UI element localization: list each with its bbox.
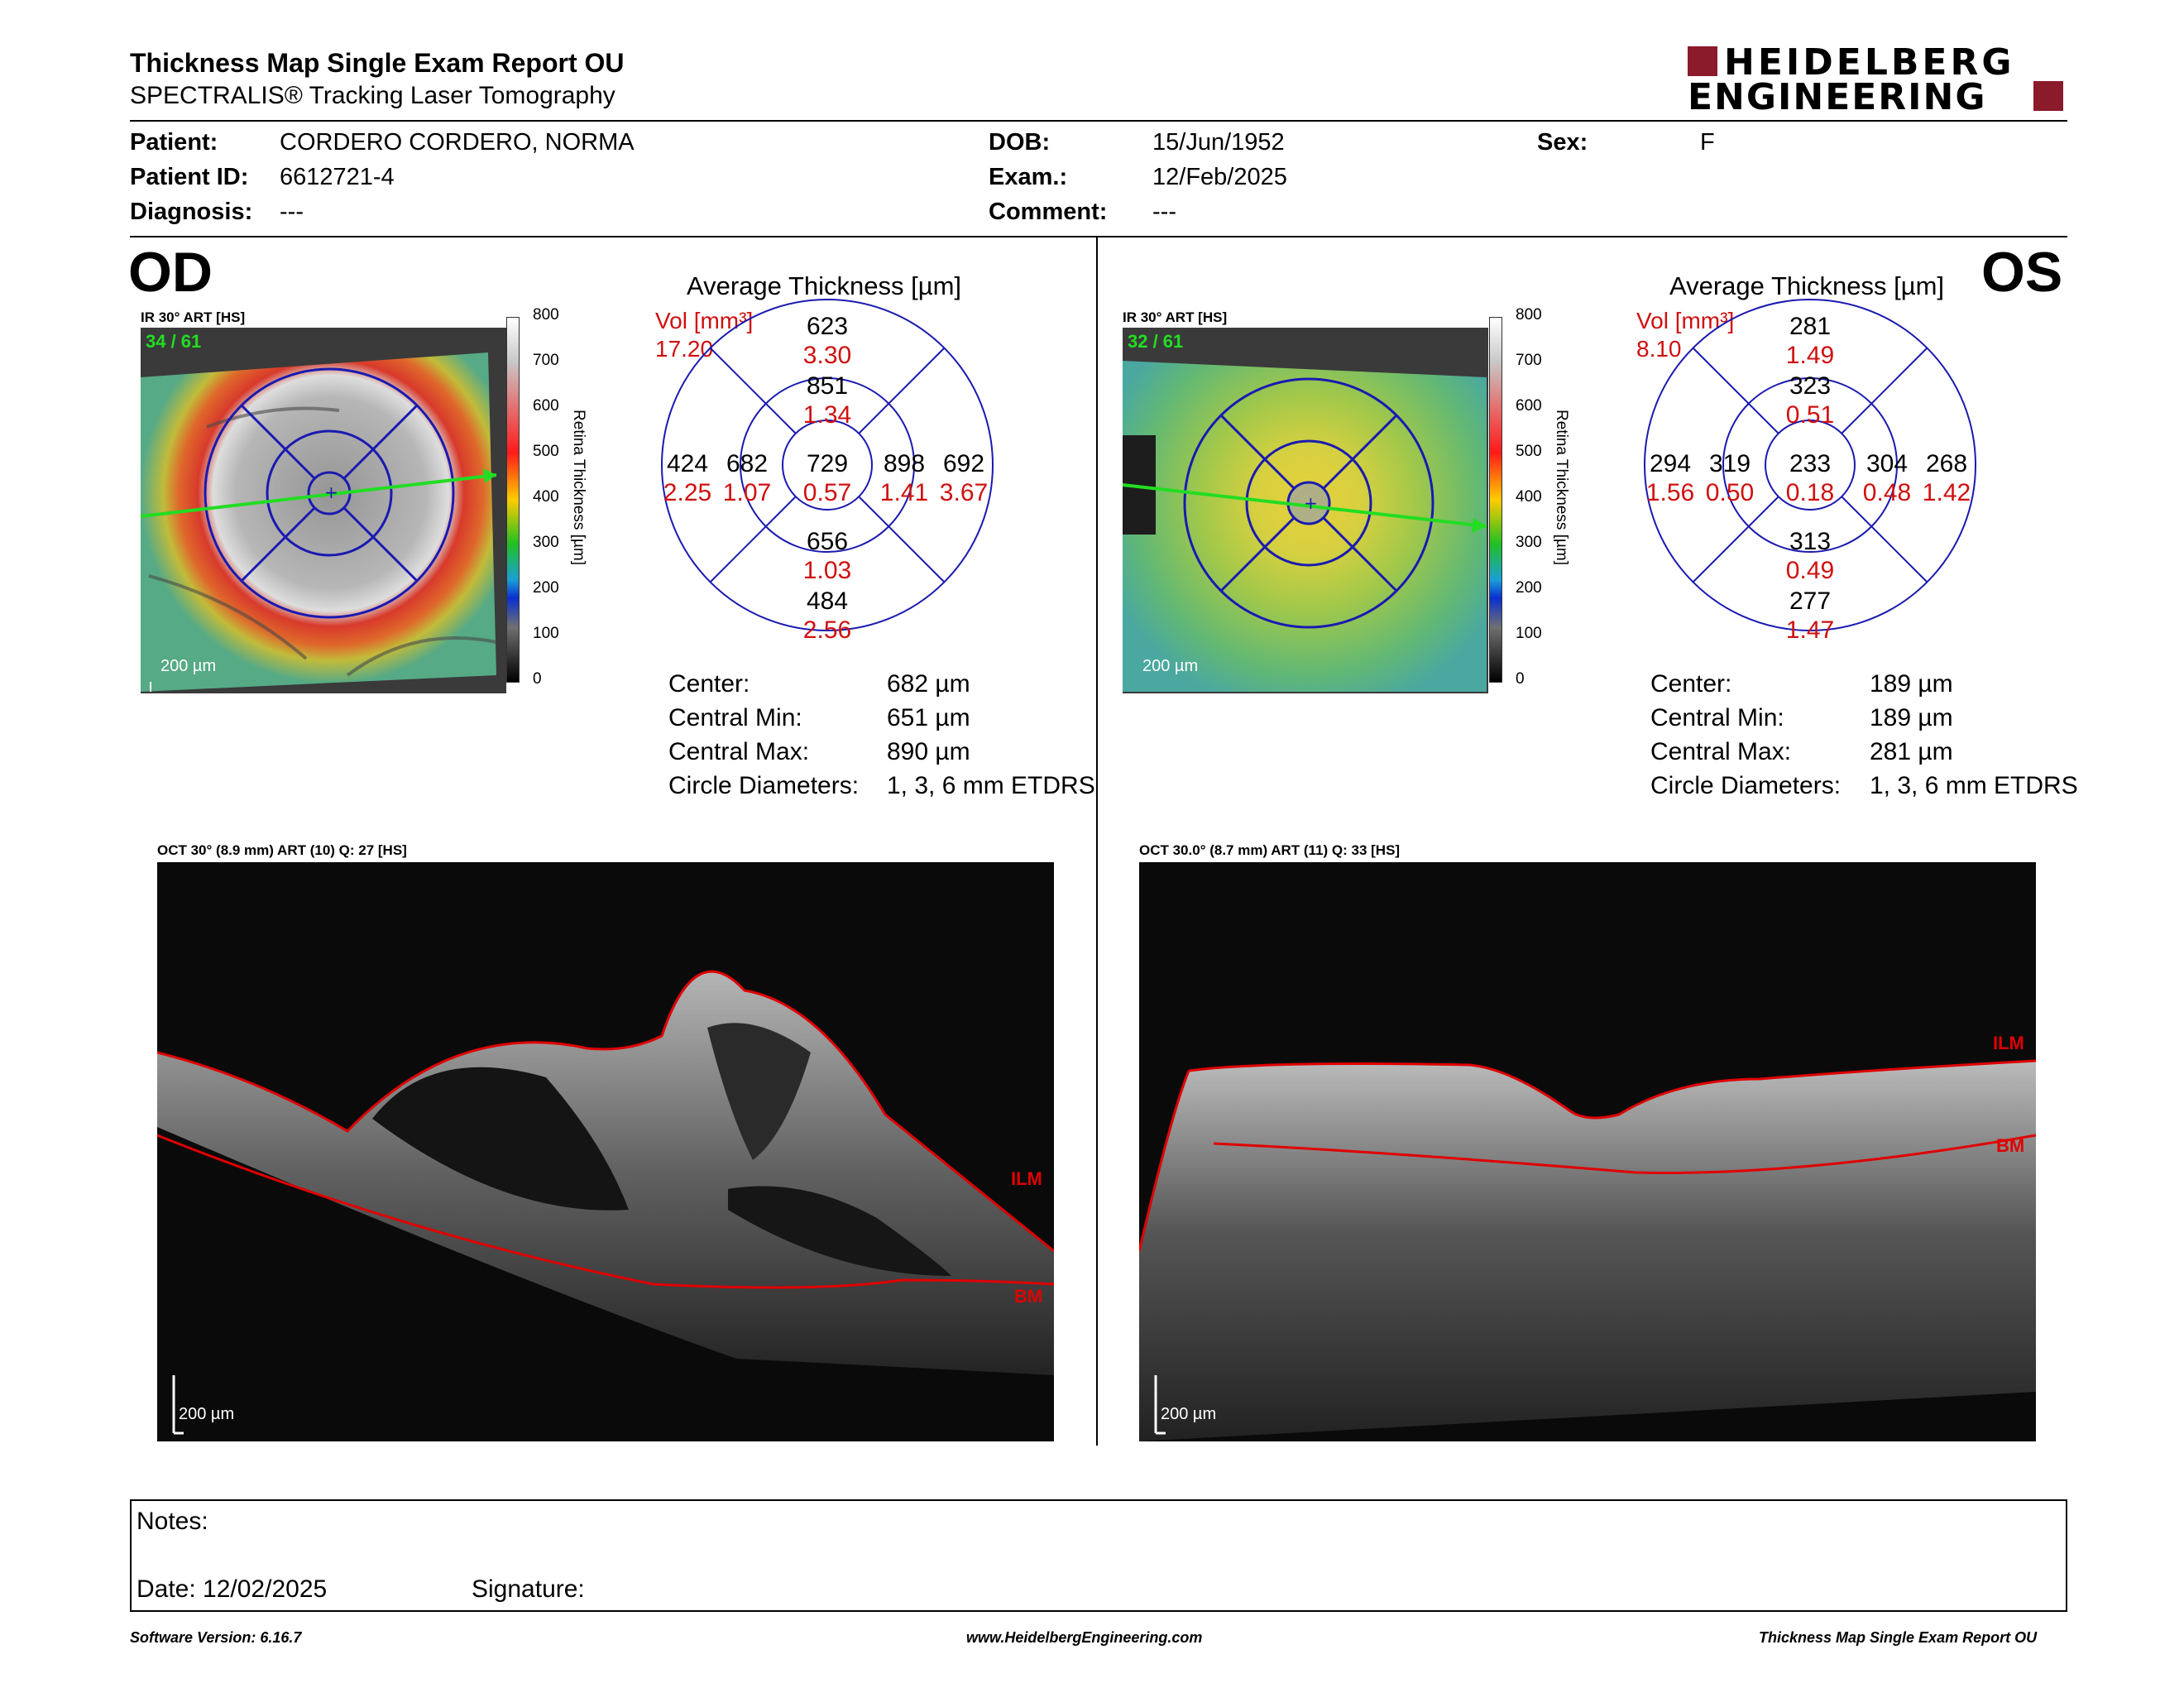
os-inf-inner-thickness: 313 (1789, 528, 1832, 555)
od-nasal-outer-thickness: 692 (942, 450, 985, 477)
notes-label: Notes: (136, 1508, 208, 1535)
header-divider (130, 120, 2067, 122)
od-tick-200: 200 (533, 579, 559, 597)
os-ir-caption: IR 30° ART [HS] (1123, 309, 1228, 325)
os-tick-500: 500 (1516, 443, 1542, 460)
patient-value: CORDERO CORDERO, NORMA (280, 129, 635, 156)
os-oct-bm-label: BM (1996, 1135, 2025, 1156)
od-tick-100: 100 (533, 625, 559, 642)
sex-label: Sex: (1537, 129, 1588, 156)
os-oct-svg (1139, 862, 2036, 1441)
os-tick-300: 300 (1516, 534, 1542, 551)
os-temp-inner-vol: 0.50 (1705, 479, 1755, 506)
os-stat-center-value: 189 µm (1870, 670, 1953, 698)
od-eye-label: OD (128, 241, 213, 304)
od-center-thickness: 729 (806, 450, 849, 477)
os-oct-scale: 200 µm (1161, 1405, 1217, 1423)
signature-label: Signature: (472, 1575, 585, 1603)
od-tick-800: 800 (533, 306, 559, 324)
od-nasal-outer-vol: 3.67 (939, 479, 989, 506)
od-vol-label: Vol [mm³] (655, 308, 754, 333)
od-tick-600: 600 (533, 397, 559, 415)
software-version: Software Version: 6.16.7 (130, 1629, 302, 1646)
logo-line1: HEIDELBERG (1724, 41, 2015, 84)
os-sup-outer-thickness: 281 (1789, 313, 1832, 340)
os-eye-label: OS (1981, 241, 2063, 304)
dob-value: 15/Jun/1952 (1152, 129, 1285, 156)
od-sup-inner-vol: 1.34 (802, 401, 852, 429)
os-ir-scale: 200 µm (1142, 657, 1199, 675)
os-thickness-map (1123, 328, 1488, 693)
od-stat-min-value: 651 µm (887, 704, 970, 731)
diagnosis-value: --- (280, 199, 304, 225)
od-tick-300: 300 (533, 534, 559, 551)
os-sup-outer-vol: 1.49 (1785, 342, 1835, 369)
od-stat-center-label: Center: (668, 670, 750, 698)
os-center-thickness: 233 (1789, 450, 1832, 477)
od-stat-center-value: 682 µm (887, 670, 970, 698)
od-oct-scale: 200 µm (179, 1405, 235, 1423)
od-colorbar-ticks (521, 306, 563, 695)
report-subtitle: SPECTRALIS® Tracking Laser Tomography (130, 82, 615, 109)
os-tick-400: 400 (1516, 488, 1542, 506)
os-inf-inner-vol: 0.49 (1785, 557, 1835, 584)
os-tick-600: 600 (1516, 397, 1542, 415)
od-stat-max-value: 890 µm (887, 738, 970, 765)
od-ir-caption: IR 30° ART [HS] (141, 309, 246, 325)
od-oct-bm-label: BM (1014, 1286, 1043, 1307)
footer-report-name: Thickness Map Single Exam Report OU (1759, 1629, 2038, 1646)
eye-divider (1096, 237, 1098, 1446)
os-oct-scan (1139, 862, 2036, 1441)
od-stat-diam-label: Circle Diameters: (668, 772, 860, 799)
od-sup-inner-thickness: 851 (806, 372, 849, 400)
os-inf-outer-thickness: 277 (1789, 587, 1832, 615)
logo-square-top (1688, 46, 1717, 76)
os-nasal-outer-thickness: 268 (1925, 450, 1968, 477)
od-colorbar-title: Retina Thickness [µm] (570, 410, 587, 565)
os-ir-counter: 32 / 61 (1128, 331, 1184, 352)
os-avg-title: Average Thickness [µm] (1669, 271, 1945, 300)
od-center-vol: 0.57 (802, 479, 852, 506)
os-colorbar-title: Retina Thickness [µm] (1553, 410, 1570, 565)
heidelberg-logo (1688, 43, 2068, 116)
od-stat-min-label: Central Min: (668, 704, 802, 731)
od-oct-svg (157, 862, 1054, 1441)
logo-line2: ENGINEERING (1688, 76, 1987, 118)
os-colorbar (1489, 317, 1502, 683)
od-tick-700: 700 (533, 352, 559, 369)
od-sup-outer-thickness: 623 (806, 313, 849, 340)
od-ir-scale: 200 µm (160, 657, 217, 675)
os-temp-inner-thickness: 319 (1708, 450, 1751, 477)
os-vol-value: 8.10 (1636, 336, 1682, 362)
os-sup-inner-thickness: 323 (1789, 372, 1832, 400)
od-stat-max-label: Central Max: (668, 738, 810, 765)
od-nasal-inner-thickness: 898 (883, 450, 926, 477)
date-label: Date: 12/02/2025 (136, 1575, 328, 1603)
os-tick-100: 100 (1516, 625, 1542, 642)
od-tick-500: 500 (533, 443, 559, 460)
od-inf-outer-vol: 2.56 (802, 616, 852, 644)
os-stat-min-value: 189 µm (1870, 704, 1953, 731)
os-grid-values (1640, 298, 1980, 644)
os-colorbar-ticks (1504, 306, 1545, 695)
od-oct-ilm-label: ILM (1011, 1168, 1042, 1189)
od-colorbar (506, 317, 520, 683)
od-tick-0: 0 (533, 670, 542, 688)
exam-label: Exam.: (989, 164, 1068, 190)
od-nasal-inner-vol: 1.41 (879, 479, 929, 506)
os-oct-ilm-label: ILM (1993, 1033, 2024, 1053)
comment-label: Comment: (989, 199, 1108, 225)
logo-square-bottom (2033, 81, 2063, 111)
od-temp-inner-vol: 1.07 (722, 479, 772, 506)
od-inf-inner-thickness: 656 (806, 528, 849, 555)
od-vol-value: 17.20 (655, 336, 714, 362)
os-temp-outer-vol: 1.56 (1645, 479, 1695, 506)
diagnosis-label: Diagnosis: (130, 199, 253, 225)
os-stat-max-label: Central Max: (1650, 738, 1792, 765)
od-sup-outer-vol: 3.30 (802, 342, 852, 369)
od-ir-counter: 34 / 61 (146, 331, 202, 352)
os-nasal-inner-vol: 0.48 (1862, 479, 1912, 506)
od-inf-outer-thickness: 484 (806, 587, 849, 615)
od-thickness-map (141, 328, 506, 693)
svg-text:+: + (324, 482, 338, 502)
svg-text:+: + (1304, 493, 1318, 513)
od-temp-outer-thickness: 424 (666, 450, 709, 477)
os-nasal-inner-thickness: 304 (1866, 450, 1909, 477)
os-thickness-map-svg (1123, 328, 1488, 693)
dob-label: DOB: (989, 129, 1051, 156)
os-vol-label: Vol [mm³] (1636, 308, 1735, 333)
report-title: Thickness Map Single Exam Report OU (130, 48, 625, 78)
os-oct-caption: OCT 30.0° (8.7 mm) ART (11) Q: 33 [HS] (1139, 842, 1401, 858)
os-tick-700: 700 (1516, 352, 1542, 369)
os-inf-outer-vol: 1.47 (1785, 616, 1835, 644)
website[interactable]: www.HeidelbergEngineering.com (966, 1629, 1203, 1646)
od-temp-inner-thickness: 682 (726, 450, 769, 477)
od-grid-values (658, 298, 997, 644)
od-oct-caption: OCT 30° (8.9 mm) ART (10) Q: 27 [HS] (157, 842, 407, 858)
os-stat-diam-value: 1, 3, 6 mm ETDRS (1870, 772, 2078, 799)
patient-id-value: 6612721-4 (280, 164, 395, 190)
od-thickness-map-svg (141, 328, 506, 693)
patient-id-label: Patient ID: (130, 164, 249, 190)
os-stat-diam-label: Circle Diameters: (1650, 772, 1842, 799)
comment-value: --- (1152, 199, 1176, 225)
od-tick-400: 400 (533, 488, 559, 506)
os-stat-min-label: Central Min: (1650, 704, 1784, 731)
patient-divider (130, 236, 2067, 237)
os-temp-outer-thickness: 294 (1649, 450, 1692, 477)
os-center-vol: 0.18 (1785, 479, 1835, 506)
os-tick-200: 200 (1516, 579, 1542, 597)
od-avg-title: Average Thickness [µm] (687, 271, 962, 300)
od-temp-outer-vol: 2.25 (663, 479, 712, 506)
os-sup-inner-vol: 0.51 (1785, 401, 1835, 429)
os-tick-0: 0 (1516, 670, 1525, 688)
od-oct-scan (157, 862, 1054, 1441)
os-nasal-outer-vol: 1.42 (1922, 479, 1971, 506)
patient-label: Patient: (130, 129, 218, 156)
notes-box[interactable] (130, 1499, 2067, 1612)
od-stat-diam-value: 1, 3, 6 mm ETDRS (887, 772, 1095, 799)
od-inf-inner-vol: 1.03 (802, 557, 852, 584)
os-stat-max-value: 281 µm (1870, 738, 1953, 765)
exam-value: 12/Feb/2025 (1152, 164, 1287, 190)
sex-value: F (1700, 129, 1715, 156)
os-stat-center-label: Center: (1650, 670, 1732, 698)
os-tick-800: 800 (1516, 306, 1542, 324)
